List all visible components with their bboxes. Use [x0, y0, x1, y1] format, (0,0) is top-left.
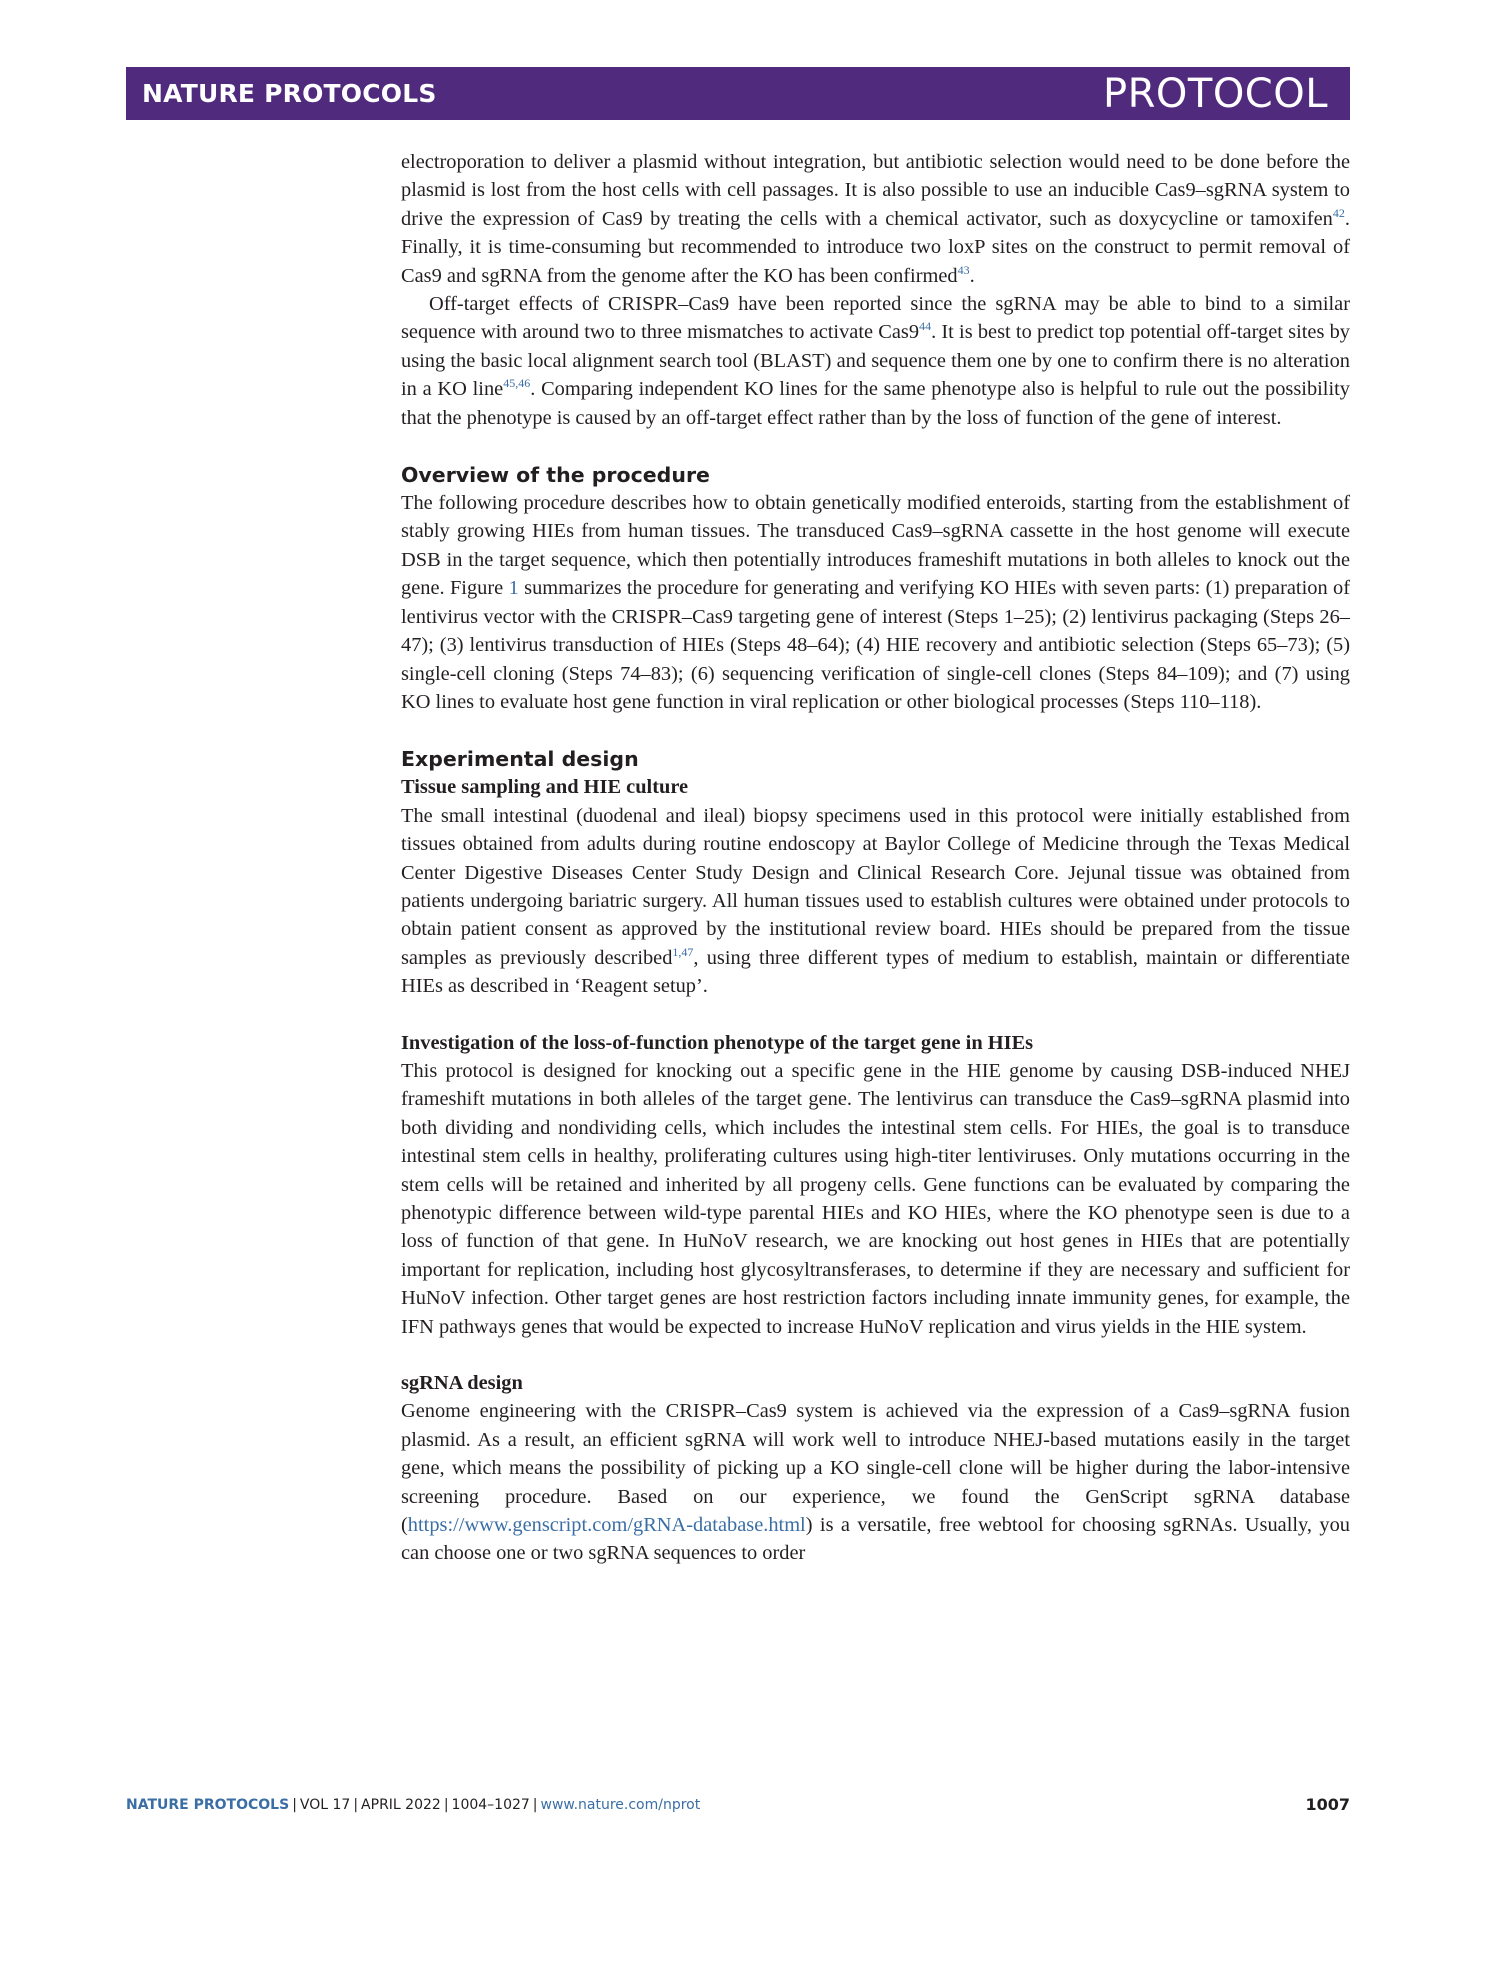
page-number: 1007	[1305, 1795, 1350, 1814]
spacer	[401, 1001, 1350, 1029]
paragraph-loss-of-function: This protocol is designed for knocking out a specific gene in the HIE genome by causing DSB-induced NHEJ frameshift mutations in both alleles of the target gene. The lentivirus can transduce the Cas9–sgRNA plasmid into both dividing and nondividing cells, which includes the intestinal stem cells. For HIEs, the goal is to transduce intestinal stem cells in healthy, proliferating cultures using high-titer lentiviruses. Only mutations occurring in the stem cells will be retained and inherited by all progeny cells. Gene functions can be evaluated by comparing the phenotypic difference between wild-type parental HIEs and KO HIEs, where the KO phenotype seen is due to a loss of function of that gene. In HuNoV research, we are knocking out host genes in HIEs that are potentially important for replication, including host glycosyltransferases, to determine if they are necessary and sufficient for HuNoV infection. Other target genes are host restriction factors including innate immunity genes, for example, the IFN pathways genes that would be expected to increase HuNoV replication and virus yields in the HIE system.	[401, 1059, 1350, 1338]
journal-name: NATURE PROTOCOLS	[142, 79, 437, 108]
article-body	[401, 148, 1350, 1568]
text-run: Genome engineering with the CRISPR–Cas9 system is achieved via the expression of a Cas9–sgRNA fusion plasmid. As a result, an efficient sgRNA will work well to introduce NHEJ-based mutations easily in the target gene, which means the possibility of picking up a KO single-cell clone will be higher during the labor-intensive screening procedure. Based on our experience, we found the GenScript sgRNA database (	[401, 1400, 1350, 1537]
section-title-experimental-design: Experimental design	[401, 747, 639, 772]
spacer	[401, 432, 1350, 461]
text-run: .	[969, 264, 975, 287]
footer-pages: 1004–1027	[451, 1797, 530, 1813]
separator: |	[443, 1797, 449, 1813]
text-run: . It is best to predict top potential off-target sites by using the basic local alignment search tool (BLAST) and sequence them one by one to confirm there is no alteration in a KO line	[401, 321, 1350, 401]
text-run: summarizes the procedure for generating and verifying KO HIEs with seven parts: (1) preparation of lentivirus vector with the CRISPR–Cas9 targeting gene of interest (Steps 1–25); (2) lentivirus packaging (Steps 26–47); (3) lentivirus transduction of HIEs (Steps 48–64); (4) HIE recovery and antibiotic selection (Steps 65–73); (5) single-cell cloning (Steps 74–83); (6) sequencing verification of single-cell clones (Steps 84–109); and (7) using KO lines to evaluate host gene function in viral replication or other biological processes (Steps 110–118).	[401, 577, 1350, 713]
text-run: The small intestinal (duodenal and ileal) biopsy specimens used in this protocol were initially established from tissues obtained from adults during routine endoscopy at Baylor College of Medicine through the Texas Medical Center Digestive Diseases Center Study Design and Clinical Research Core. Jejunal tissue was obtained from patients undergoing bariatric surgery. All human tissues used to establish cultures were obtained under protocols to obtain patient consent as approved by the institutional review board. HIEs should be prepared from the tissue samples as previously described	[401, 804, 1350, 969]
footer-url-link[interactable]: www.nature.com/nprot	[540, 1797, 701, 1813]
text-run: , using three different types of medium to establish, maintain or differentiate HIEs as described in ‘Reagent setup’.	[401, 946, 1350, 998]
text-run: The following procedure describes how to obtain genetically modified enteroids, starting from the establishment of stably growing HIEs from human tissues. The transduced Cas9–sgRNA cassette in the host genome will execute DSB in the target sequence, which then potentially introduces frameshift mutations in both alleles to knock out the gene. Figure	[401, 492, 1350, 600]
paragraph-overview	[401, 489, 1350, 716]
footer-date: APRIL 2022	[361, 1797, 441, 1813]
citation-ref[interactable]: 44	[919, 319, 932, 334]
article-type-label: PROTOCOL	[1102, 71, 1328, 117]
paragraph-intro-2	[401, 290, 1350, 432]
text-run: . Finally, it is time-consuming but recommended to introduce two loxP sites on the construct to permit removal of Cas9 and sgRNA from the genome after the KO has been confirmed	[401, 207, 1350, 287]
subsection-title-tissue: Tissue sampling and HIE culture	[401, 776, 689, 799]
subsection-title-sgrna: sgRNA design	[401, 1372, 523, 1395]
figure-link[interactable]: 1	[508, 577, 519, 600]
footer-journal-name: NATURE PROTOCOLS	[126, 1797, 290, 1813]
footer-volume: VOL 17	[299, 1797, 351, 1813]
paragraph-intro-1	[401, 148, 1350, 290]
subsection-title-loss-of-function: Investigation of the loss-of-function phenotype of the target gene in HIEs	[401, 1031, 1034, 1054]
genscript-url-link[interactable]: https://www.genscript.com/gRNA-database.html	[407, 1514, 806, 1537]
spacer	[401, 1341, 1350, 1369]
text-run: electroporation to deliver a plasmid without integration, but antibiotic selection would need to be done before the plasmid is lost from the host cells with cell passages. It is also possible to use an inducible Cas9–sgRNA system to drive the expression of Cas9 by treating the cells with a chemical activator, such as doxycycline or tamoxifen	[401, 151, 1350, 230]
spacer	[401, 716, 1350, 745]
separator: |	[292, 1797, 297, 1813]
paragraph-sgrna	[401, 1397, 1350, 1567]
citation-ref[interactable]: 45,46	[503, 376, 531, 391]
citation-ref[interactable]: 43	[957, 262, 970, 277]
text-run: ) is a versatile, free webtool for choosing sgRNAs. Usually, you can choose one or two sgRNA sequences to order	[401, 1514, 1350, 1565]
citation-ref[interactable]: 1,47	[672, 944, 694, 959]
separator: |	[353, 1797, 359, 1813]
separator: |	[532, 1797, 538, 1813]
text-run: Off-target effects of CRISPR–Cas9 have been reported since the sgRNA may be able to bind to a similar sequence with around two to three mismatches to activate Cas9	[401, 293, 1350, 344]
paragraph-tissue	[401, 802, 1350, 1001]
citation-ref[interactable]: 42	[1332, 205, 1345, 220]
section-title-overview: Overview of the procedure	[401, 463, 710, 488]
journal-header-bar	[126, 67, 1350, 120]
footer-citation	[126, 1797, 700, 1813]
page-footer	[126, 1795, 1350, 1819]
text-run: . Comparing independent KO lines for the same phenotype also is helpful to rule out the possibility that the phenotype is caused by an off-target effect rather than by the loss of function of the gene of interest.	[401, 378, 1350, 429]
